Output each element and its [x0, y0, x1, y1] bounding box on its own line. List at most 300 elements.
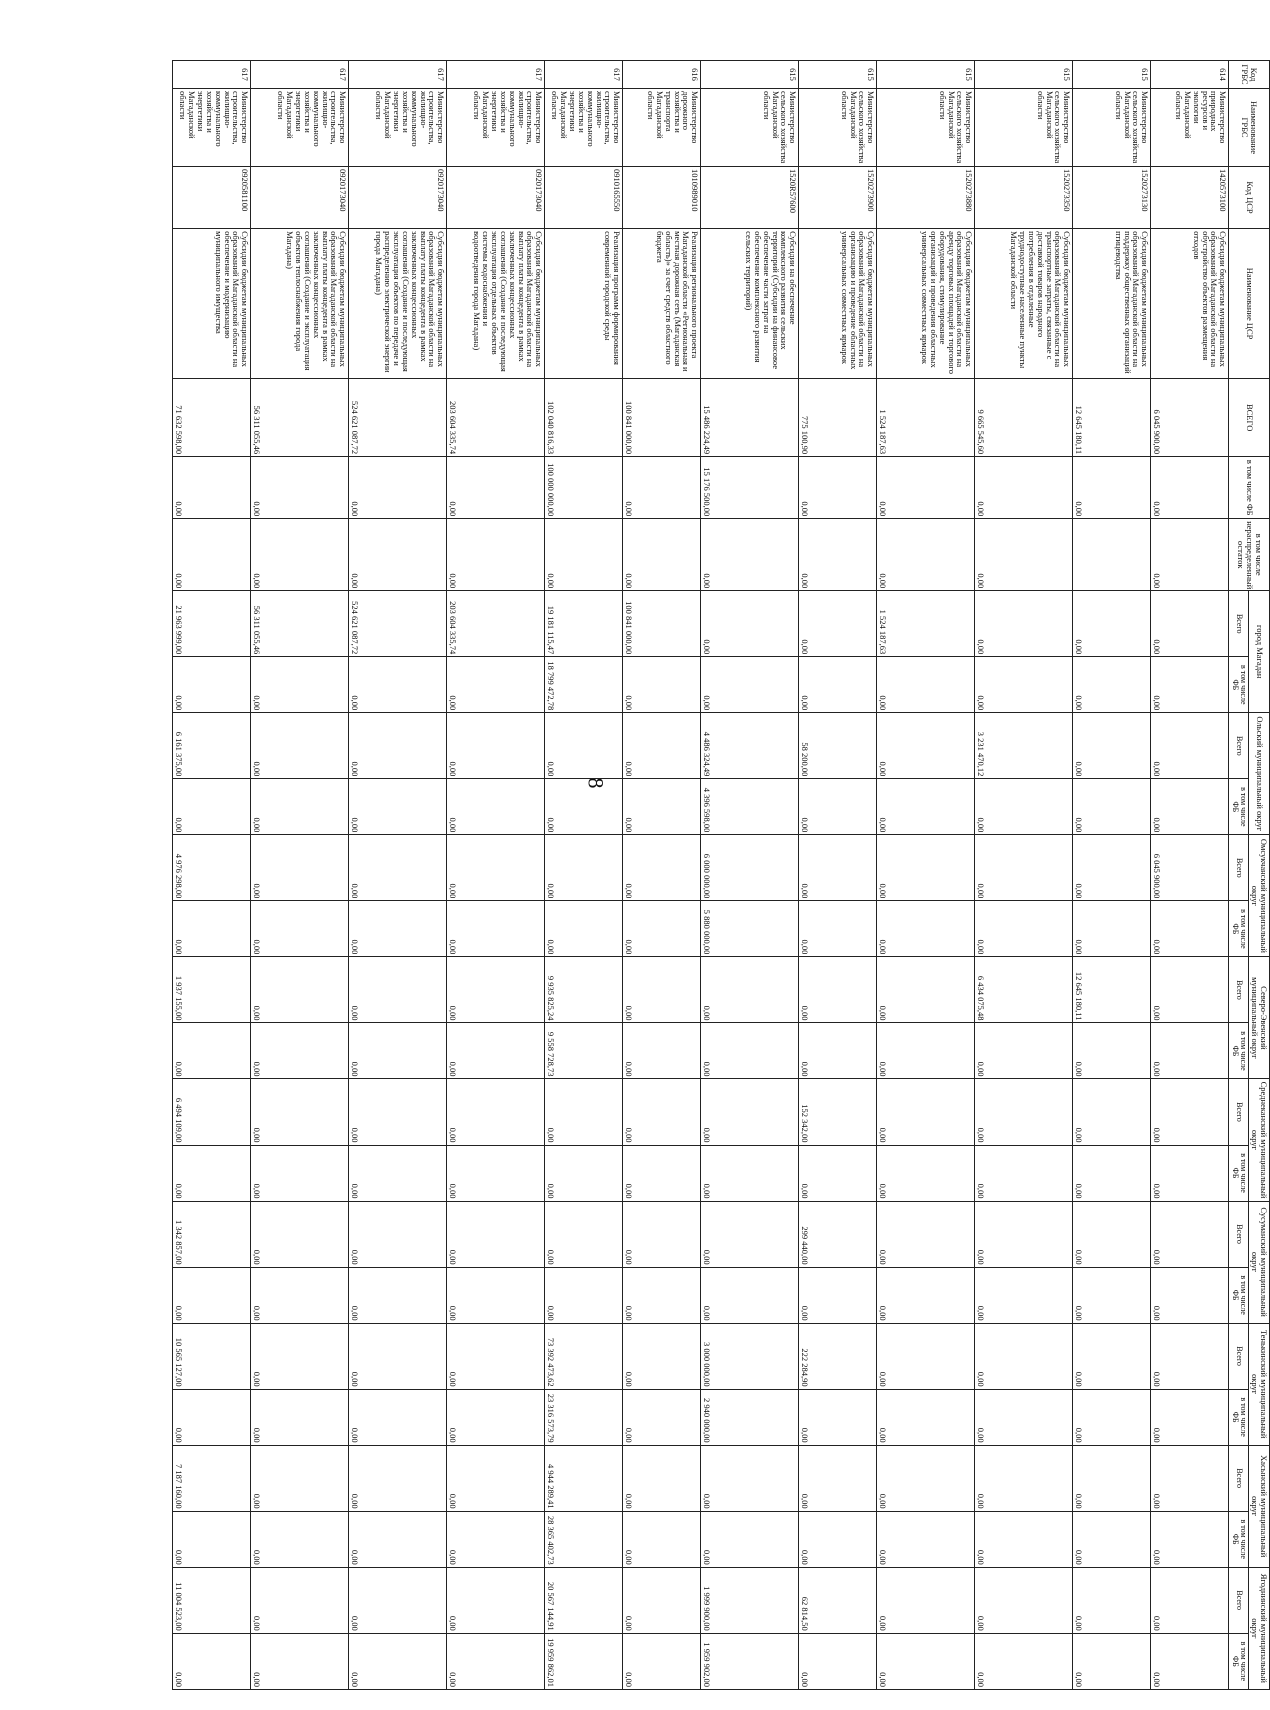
cell-district-all: 299 440,00: [799, 1201, 877, 1267]
cell-district-all: 3 000 000,00: [701, 1323, 799, 1389]
cell-total-fb: 0,00: [877, 457, 975, 519]
cell-district-fb: 0,00: [545, 1145, 623, 1201]
cell-csr-name: Реализация программ формирования современной городской среды: [545, 229, 623, 379]
cell-csr-code: 1010989010: [623, 167, 701, 229]
cell-district-all: 0,00: [447, 1079, 545, 1145]
cell-district-fb: 0,00: [173, 1633, 251, 1689]
cell-total: 71 632 598,00: [173, 379, 251, 457]
cell-district-all: 0,00: [1073, 1201, 1151, 1267]
cell-csr-code: 1520R57600: [701, 167, 799, 229]
cell-district-all: 0,00: [799, 591, 877, 657]
cell-district-fb: 0,00: [251, 1267, 349, 1323]
cell-district-all: 1 937 155,00: [173, 957, 251, 1023]
header-all: Всего: [1229, 713, 1249, 779]
cell-district-fb: 0,00: [1073, 1267, 1151, 1323]
header-total-reserve: в том числе нераспределенный остаток: [1229, 519, 1270, 591]
cell-csr-name: Субсидии бюджетам муниципальных образований Магаданской области на выплату платы концедента в рамках заключенных концессионных соглашений (Создание и последующая эксплуатация отдельных объектов системы водоснабжения и водоотведения города Магадана): [447, 229, 545, 379]
cell-csr-name: Субсидии бюджетам муниципальных образований Магаданской области на аренду торговых площадей и торгового оборудования, стимулирование организаций и проведения областных универсальных совместных ярмарок: [877, 229, 975, 379]
cell-district-all: 0,00: [349, 1201, 447, 1267]
cell-district-fb: 0,00: [447, 779, 545, 835]
cell-csr-code: 1520273130: [1073, 167, 1151, 229]
cell-code: 617: [447, 61, 545, 89]
cell-district-fb: 0,00: [173, 1023, 251, 1079]
cell-district-fb: 0,00: [877, 1511, 975, 1567]
cell-district-fb: 0,00: [251, 1145, 349, 1201]
cell-total-reserve: 0,00: [623, 519, 701, 591]
cell-district-fb: 0,00: [799, 1633, 877, 1689]
header-fb: в том числе ФБ: [1229, 1633, 1249, 1689]
cell-district-all: 0,00: [251, 957, 349, 1023]
cell-total-fb: 15 176 500,00: [701, 457, 799, 519]
cell-district-all: 0,00: [447, 957, 545, 1023]
cell-district-fb: 0,00: [349, 901, 447, 957]
table-row: [799, 61, 877, 1690]
cell-grbs: Министерство природных ресурсов и экологии Магаданской области: [1151, 89, 1229, 167]
cell-district-all: 0,00: [975, 1201, 1073, 1267]
cell-csr-code: 1520273900: [799, 167, 877, 229]
cell-district-all: 7 187 160,00: [173, 1445, 251, 1511]
cell-district-fb: 0,00: [1151, 1023, 1229, 1079]
cell-grbs: Министерство строительства, жилищно-коммунального хозяйства и энергетики Магаданской области: [349, 89, 447, 167]
cell-district-fb: 0,00: [349, 1389, 447, 1445]
cell-total-fb: 100 000 000,00: [545, 457, 623, 519]
cell-district-all: 0,00: [701, 1079, 799, 1145]
cell-district-fb: 0,00: [975, 1267, 1073, 1323]
cell-district-fb: 5 880 000,00: [701, 901, 799, 957]
cell-district-fb: 0,00: [975, 1633, 1073, 1689]
cell-grbs: Министерство строительства, жилищно-коммунального хозяйства и энергетики Магаданской области: [545, 89, 623, 167]
cell-district-fb: 0,00: [975, 1389, 1073, 1445]
cell-district-all: 0,00: [1151, 957, 1229, 1023]
header-district: Среднеканский муниципальный округ: [1249, 1079, 1270, 1201]
cell-district-all: 0,00: [349, 1079, 447, 1145]
cell-district-all: 0,00: [975, 1323, 1073, 1389]
cell-grbs: Министерство сельского хозяйства Магаданской области: [701, 89, 799, 167]
cell-district-fb: 2 940 000,00: [701, 1389, 799, 1445]
cell-district-all: 0,00: [975, 1079, 1073, 1145]
cell-csr-name: Субсидии бюджетам муниципальных образований Магаданской области на организацию и проведение областных универсальных совместных ярмарок: [799, 229, 877, 379]
cell-district-all: 19 181 115,47: [545, 591, 623, 657]
cell-district-fb: 0,00: [701, 657, 799, 713]
cell-district-fb: 0,00: [349, 1633, 447, 1689]
cell-district-all: 0,00: [1151, 1201, 1229, 1267]
header-total-fb: в том числе ФБ: [1229, 457, 1270, 519]
cell-district-all: 0,00: [623, 1445, 701, 1511]
cell-district-fb: 18 799 472,78: [545, 657, 623, 713]
header-fb: в том числе ФБ: [1229, 901, 1249, 957]
cell-district-fb: 0,00: [623, 901, 701, 957]
cell-grbs: Министерство строительства, жилищно-коммунального хозяйства и энергетики Магаданской области: [173, 89, 251, 167]
cell-district-fb: 0,00: [447, 1145, 545, 1201]
cell-district-all: 0,00: [251, 1323, 349, 1389]
cell-district-fb: 0,00: [1073, 1145, 1151, 1201]
cell-district-fb: 0,00: [251, 1633, 349, 1689]
header-district: Ольский муниципальный округ: [1249, 713, 1270, 835]
cell-district-all: 0,00: [623, 1323, 701, 1389]
cell-total-reserve: 0,00: [799, 519, 877, 591]
cell-district-fb: 0,00: [447, 901, 545, 957]
cell-code: 617: [349, 61, 447, 89]
cell-district-fb: 0,00: [251, 779, 349, 835]
cell-district-fb: 0,00: [251, 657, 349, 713]
cell-district-fb: 0,00: [349, 1145, 447, 1201]
cell-district-all: 0,00: [975, 1567, 1073, 1633]
cell-district-fb: 0,00: [623, 1389, 701, 1445]
header-csr-code: Код ЦСР: [1229, 167, 1270, 229]
cell-grbs: Министерство строительства, жилищно-коммунального хозяйства и энергетики Магаданской области: [251, 89, 349, 167]
cell-district-all: 0,00: [701, 957, 799, 1023]
cell-district-all: 6 161 375,00: [173, 713, 251, 779]
cell-district-fb: 0,00: [623, 1023, 701, 1079]
cell-csr-name: Субсидии бюджетам муниципальных образований Магаданской области на выплату платы концедента в рамках заключенных концессионных соглашений (Создание и эксплуатация объектов теплоснабжения города Магадана): [251, 229, 349, 379]
cell-district-fb: 0,00: [173, 779, 251, 835]
cell-district-all: 56 311 055,46: [251, 591, 349, 657]
cell-district-all: 0,00: [877, 713, 975, 779]
cell-district-all: 0,00: [877, 1201, 975, 1267]
header-district: Сусуманский муниципальный округ: [1249, 1201, 1270, 1323]
table-row: [1073, 61, 1151, 1690]
cell-district-all: 0,00: [1073, 835, 1151, 901]
cell-district-fb: 0,00: [877, 1145, 975, 1201]
cell-district-fb: 0,00: [349, 657, 447, 713]
cell-grbs: Министерство сельского хозяйства Магаданской области: [975, 89, 1073, 167]
cell-total-reserve: 0,00: [545, 519, 623, 591]
table-row: [349, 61, 447, 1690]
cell-district-fb: 0,00: [1151, 657, 1229, 713]
cell-district-all: 203 604 335,74: [447, 591, 545, 657]
cell-district-fb: 19 959 862,01: [545, 1633, 623, 1689]
cell-district-all: 0,00: [447, 1323, 545, 1389]
cell-district-fb: 0,00: [799, 1023, 877, 1079]
header-district: Омсукчанский муниципальный округ: [1249, 835, 1270, 957]
cell-district-all: 0,00: [1151, 1567, 1229, 1633]
cell-csr-name: Субсидии бюджетам муниципальных образований Магаданской области на обеспечение и модернизацию муниципального имущества: [173, 229, 251, 379]
cell-total-fb: 0,00: [623, 457, 701, 519]
cell-district-fb: 0,00: [1073, 657, 1151, 713]
cell-district-fb: 28 365 402,73: [545, 1511, 623, 1567]
cell-csr-code: 1420573100: [1151, 167, 1229, 229]
cell-district-fb: 0,00: [799, 1389, 877, 1445]
cell-total-fb: 0,00: [447, 457, 545, 519]
header-grbs: Наименование ГРБС: [1229, 89, 1270, 167]
cell-total-fb: 0,00: [975, 457, 1073, 519]
header-all: Всего: [1229, 1445, 1249, 1511]
cell-total-reserve: 0,00: [701, 519, 799, 591]
cell-code: 617: [251, 61, 349, 89]
cell-district-fb: 0,00: [877, 1389, 975, 1445]
cell-district-fb: 0,00: [349, 1267, 447, 1323]
cell-district-all: 0,00: [1073, 1079, 1151, 1145]
cell-district-all: 0,00: [701, 591, 799, 657]
header-total: ВСЕГО: [1229, 379, 1270, 457]
cell-district-all: 0,00: [877, 1079, 975, 1145]
cell-district-all: 0,00: [251, 1079, 349, 1145]
cell-district-all: 6 000 000,00: [701, 835, 799, 901]
cell-total-reserve: 0,00: [1151, 519, 1229, 591]
cell-district-all: 0,00: [975, 1445, 1073, 1511]
cell-district-all: 0,00: [251, 1201, 349, 1267]
cell-total-reserve: 0,00: [877, 519, 975, 591]
cell-district-fb: 0,00: [799, 657, 877, 713]
cell-district-all: 0,00: [799, 957, 877, 1023]
header-all: Всего: [1229, 1323, 1249, 1389]
cell-district-fb: 0,00: [799, 1267, 877, 1323]
cell-code: 614: [1151, 61, 1229, 89]
cell-district-all: 0,00: [1073, 713, 1151, 779]
cell-district-all: 3 231 470,12: [975, 713, 1073, 779]
header-district: Ягоднинский муниципальный округ: [1249, 1567, 1270, 1689]
header-all: Всего: [1229, 1079, 1249, 1145]
cell-total-reserve: 0,00: [173, 519, 251, 591]
cell-district-fb: 0,00: [975, 901, 1073, 957]
cell-district-fb: 0,00: [251, 1511, 349, 1567]
cell-district-all: 0,00: [623, 1567, 701, 1633]
cell-csr-code: 0920581100: [173, 167, 251, 229]
cell-district-fb: 0,00: [701, 1023, 799, 1079]
cell-total: 524 621 087,72: [349, 379, 447, 457]
cell-district-fb: 0,00: [545, 1267, 623, 1323]
cell-district-all: 0,00: [623, 1201, 701, 1267]
cell-district-all: 0,00: [623, 713, 701, 779]
cell-csr-code: 1520273880: [877, 167, 975, 229]
cell-district-all: 0,00: [799, 835, 877, 901]
cell-district-fb: 0,00: [623, 779, 701, 835]
cell-district-all: 0,00: [447, 1445, 545, 1511]
document-page: [130, 60, 1270, 1710]
cell-district-fb: 0,00: [623, 1145, 701, 1201]
cell-district-fb: 0,00: [447, 1023, 545, 1079]
cell-csr-code: 0910165550: [545, 167, 623, 229]
cell-district-all: 0,00: [545, 1079, 623, 1145]
cell-district-all: 0,00: [349, 957, 447, 1023]
cell-total: 56 311 055,46: [251, 379, 349, 457]
cell-district-fb: 0,00: [1073, 1511, 1151, 1567]
cell-total: 1 524 187,63: [877, 379, 975, 457]
cell-district-fb: 0,00: [173, 657, 251, 713]
cell-district-fb: 0,00: [173, 901, 251, 957]
cell-district-fb: 0,00: [1151, 1267, 1229, 1323]
cell-code: 616: [623, 61, 701, 89]
cell-district-all: 0,00: [1073, 1323, 1151, 1389]
cell-district-fb: 0,00: [447, 1267, 545, 1323]
cell-district-fb: 0,00: [173, 1389, 251, 1445]
header-all: Всего: [1229, 957, 1249, 1023]
cell-district-all: 0,00: [877, 1567, 975, 1633]
cell-total: 9 665 545,60: [975, 379, 1073, 457]
header-row-1: [1249, 61, 1270, 1690]
cell-district-fb: 0,00: [975, 1511, 1073, 1567]
cell-district-all: 0,00: [545, 1201, 623, 1267]
cell-district-fb: 0,00: [623, 1267, 701, 1323]
cell-grbs: Министерство сельского хозяйства Магаданской области: [799, 89, 877, 167]
page-number: 8: [583, 777, 609, 789]
cell-district-all: 0,00: [1151, 1445, 1229, 1511]
cell-district-fb: 0,00: [1151, 901, 1229, 957]
cell-csr-code: 0920173040: [349, 167, 447, 229]
cell-csr-name: Субсидии бюджетам муниципальных образований Магаданской области на выплату платы концедента в рамках заключенных концессионных соглашений (Создание и последующая эксплуатация объектов по передаче и распределению электрической энергии города Магадана): [349, 229, 447, 379]
cell-district-fb: 0,00: [349, 1023, 447, 1079]
table-row: [545, 61, 623, 1690]
cell-district-fb: 0,00: [975, 779, 1073, 835]
cell-district-all: 0,00: [545, 835, 623, 901]
cell-grbs: Министерство строительства, жилищно-коммунального хозяйства и энергетики Магаданской области: [447, 89, 545, 167]
cell-district-fb: 0,00: [447, 657, 545, 713]
cell-district-fb: 0,00: [877, 779, 975, 835]
cell-district-fb: 0,00: [975, 1145, 1073, 1201]
cell-district-all: 6 494 109,00: [173, 1079, 251, 1145]
cell-district-all: 0,00: [447, 835, 545, 901]
header-all: Всего: [1229, 835, 1249, 901]
cell-total: 203 604 335,74: [447, 379, 545, 457]
cell-total: 775 100,90: [799, 379, 877, 457]
cell-district-all: 1 524 187,63: [877, 591, 975, 657]
cell-district-fb: 0,00: [173, 1145, 251, 1201]
cell-district-all: 21 963 999,00: [173, 591, 251, 657]
cell-district-fb: 0,00: [1073, 1389, 1151, 1445]
header-fb: в том числе ФБ: [1229, 1511, 1249, 1567]
cell-district-all: 0,00: [877, 957, 975, 1023]
cell-district-all: 58 200,00: [799, 713, 877, 779]
cell-total-fb: 0,00: [251, 457, 349, 519]
table-row: [701, 61, 799, 1690]
cell-district-all: 0,00: [1151, 591, 1229, 657]
cell-district-fb: 0,00: [799, 1145, 877, 1201]
cell-district-fb: 0,00: [877, 1023, 975, 1079]
header-all: Всего: [1229, 1567, 1249, 1633]
cell-district-fb: 0,00: [447, 1511, 545, 1567]
cell-district-fb: 0,00: [877, 1633, 975, 1689]
cell-district-fb: 0,00: [251, 901, 349, 957]
cell-total: 6 045 900,00: [1151, 379, 1229, 457]
cell-district-all: 20 567 144,91: [545, 1567, 623, 1633]
cell-total-reserve: 0,00: [349, 519, 447, 591]
header-district: город Магадан: [1249, 591, 1270, 713]
cell-district-fb: 0,00: [447, 1633, 545, 1689]
cell-district-fb: 1 959 902,00: [701, 1633, 799, 1689]
cell-district-fb: 0,00: [1151, 1389, 1229, 1445]
table-body: [173, 61, 1229, 1690]
cell-district-fb: 0,00: [173, 1511, 251, 1567]
header-fb: в том числе ФБ: [1229, 1023, 1249, 1079]
cell-district-all: 1 999 900,00: [701, 1567, 799, 1633]
cell-code: 615: [975, 61, 1073, 89]
table-row: [623, 61, 701, 1690]
cell-district-all: 62 814,50: [799, 1567, 877, 1633]
cell-csr-name: Реализация регионального проекта Магаданской области «Региональная и местная дорожная сеть (Магаданская область)» за счет средств областного бюджета: [623, 229, 701, 379]
table-row: [251, 61, 349, 1690]
cell-total-fb: 0,00: [349, 457, 447, 519]
cell-district-all: 0,00: [1073, 591, 1151, 657]
cell-district-all: 4 944 289,41: [545, 1445, 623, 1511]
header-fb: в том числе ФБ: [1229, 1267, 1249, 1323]
cell-district-fb: 0,00: [623, 1511, 701, 1567]
cell-district-all: 0,00: [623, 1079, 701, 1145]
cell-district-all: 11 004 523,00: [173, 1567, 251, 1633]
cell-district-all: 0,00: [251, 713, 349, 779]
cell-grbs: Министерство дорожного хозяйства и транспорта Магаданской области: [623, 89, 701, 167]
cell-district-all: 73 392 473,62: [545, 1323, 623, 1389]
subsidy-table: [172, 60, 1270, 1690]
header-fb: в том числе ФБ: [1229, 1389, 1249, 1445]
cell-district-fb: 0,00: [1073, 779, 1151, 835]
cell-district-fb: 0,00: [1151, 779, 1229, 835]
header-all: Всего: [1229, 1201, 1249, 1267]
cell-code: 617: [545, 61, 623, 89]
cell-district-all: 0,00: [349, 1567, 447, 1633]
header-fb: в том числе ФБ: [1229, 779, 1249, 835]
cell-district-all: 0,00: [1073, 1445, 1151, 1511]
header-code: Код ГРБС: [1229, 61, 1270, 89]
cell-total: 12 645 180,11: [1073, 379, 1151, 457]
header-district: Хасынский муниципальный округ: [1249, 1445, 1270, 1567]
cell-district-fb: 0,00: [799, 901, 877, 957]
cell-csr-code: 1520273350: [975, 167, 1073, 229]
cell-code: 615: [877, 61, 975, 89]
cell-csr-code: 0920173040: [251, 167, 349, 229]
cell-total-fb: 0,00: [1073, 457, 1151, 519]
cell-district-all: 9 935 825,24: [545, 957, 623, 1023]
cell-total: 102 040 816,33: [545, 379, 623, 457]
cell-district-fb: 0,00: [349, 1511, 447, 1567]
cell-district-fb: 0,00: [1151, 1633, 1229, 1689]
cell-district-all: 0,00: [877, 835, 975, 901]
cell-code: 615: [701, 61, 799, 89]
cell-district-all: 0,00: [251, 1445, 349, 1511]
cell-district-all: 0,00: [975, 591, 1073, 657]
cell-district-all: 0,00: [1151, 1323, 1229, 1389]
cell-district-all: 4 976 298,00: [173, 835, 251, 901]
cell-code: 615: [1073, 61, 1151, 89]
rotated-table-container: [130, 60, 1270, 1690]
cell-total-reserve: [1073, 519, 1151, 591]
cell-csr-name: Субсидии бюджетам муниципальных образований Магаданской области на транспортные затраты, связанные с доставкой товаров народного потребления в отдаленные труднодоступные населенные пункты Магаданской области: [975, 229, 1073, 379]
cell-district-all: 0,00: [975, 835, 1073, 901]
table-row: [447, 61, 545, 1690]
cell-district-fb: 0,00: [975, 1023, 1073, 1079]
table-row: [877, 61, 975, 1690]
header-fb: в том числе ФБ: [1229, 1145, 1249, 1201]
cell-district-all: 0,00: [349, 1445, 447, 1511]
cell-district-all: 0,00: [447, 1567, 545, 1633]
header-fb: в том числе ФБ: [1229, 657, 1249, 713]
cell-district-all: 0,00: [447, 713, 545, 779]
cell-total-fb: 0,00: [799, 457, 877, 519]
cell-total-fb: 0,00: [173, 457, 251, 519]
cell-district-fb: 0,00: [623, 657, 701, 713]
cell-district-all: 152 342,00: [799, 1079, 877, 1145]
cell-district-all: 0,00: [349, 835, 447, 901]
cell-district-fb: 0,00: [349, 779, 447, 835]
cell-district-all: 0,00: [1073, 1567, 1151, 1633]
cell-csr-name: Субсидии бюджетам муниципальных образований Магаданской области на обустройство объектов размещения отходов: [1151, 229, 1229, 379]
cell-district-all: 222 284,90: [799, 1323, 877, 1389]
cell-csr-code: 0920173040: [447, 167, 545, 229]
cell-district-fb: 0,00: [1073, 1633, 1151, 1689]
cell-district-all: 0,00: [447, 1201, 545, 1267]
cell-district-all: 0,00: [1151, 713, 1229, 779]
cell-district-fb: 0,00: [799, 779, 877, 835]
table-row: [975, 61, 1073, 1690]
cell-district-fb: 0,00: [1151, 1511, 1229, 1567]
cell-total-reserve: 0,00: [975, 519, 1073, 591]
cell-grbs: Министерство сельского хозяйства Магаданской области: [877, 89, 975, 167]
cell-total-fb: 0,00: [1151, 457, 1229, 519]
cell-district-all: 6 045 900,00: [1151, 835, 1229, 901]
cell-district-all: 0,00: [545, 713, 623, 779]
table-row: [1151, 61, 1229, 1690]
cell-total-reserve: 0,00: [251, 519, 349, 591]
cell-district-all: 0,00: [877, 1445, 975, 1511]
